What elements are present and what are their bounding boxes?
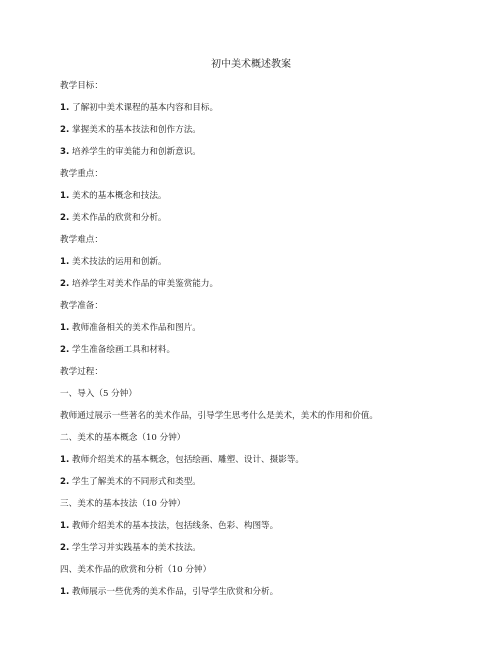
section-heading-preparation	[60, 300, 103, 312]
list-number: 2.	[60, 345, 70, 355]
line-text: 三、美术的基本技法（10 分钟）	[60, 499, 186, 509]
list-number: 2.	[60, 125, 70, 135]
line-text: 学生准备绘画工具和材料。	[71, 345, 176, 355]
list-item	[60, 322, 201, 334]
line-text: 教学过程：	[60, 367, 103, 377]
line-text: 二、美术的基本概念（10 分钟）	[60, 433, 186, 443]
list-number: 2.	[60, 477, 70, 487]
list-item	[60, 278, 218, 290]
section-heading-key-points	[60, 168, 103, 180]
line-text: 学生了解美术的不同形式和类型。	[71, 477, 201, 487]
subsection-heading	[60, 432, 185, 444]
line-text: 教学准备：	[60, 301, 103, 311]
list-item	[60, 124, 201, 136]
line-text: 教师介绍美术的基本概念，包括绘画、雕塑、设计、摄影等。	[71, 455, 305, 465]
line-text: 一、导入（5 分钟）	[60, 389, 137, 399]
list-number: 2.	[60, 213, 70, 223]
line-text: 教学难点：	[60, 235, 103, 245]
list-number: 1.	[60, 455, 70, 465]
list-number: 1.	[60, 257, 70, 267]
list-item	[60, 520, 278, 532]
subsection-heading	[60, 388, 137, 400]
line-text: 培养学生对美术作品的审美鉴赏能力。	[71, 279, 219, 289]
list-item	[60, 190, 167, 202]
line-text: 学生学习并实践基本的美术技法。	[71, 543, 201, 553]
line-text: 掌握美术的基本技法和创作方法。	[71, 125, 201, 135]
section-heading-process	[60, 366, 103, 378]
line-text: 四、美术作品的欣赏和分析（10 分钟）	[60, 565, 212, 575]
line-text: 美术技法的运用和创新。	[71, 257, 167, 267]
line-text: 美术的基本概念和技法。	[71, 191, 167, 201]
line-text: 培养学生的审美能力和创新意识。	[71, 147, 201, 157]
document-title: 初中美术概述教案	[211, 59, 291, 70]
line-text: 了解初中美术课程的基本内容和目标。	[71, 103, 219, 113]
list-number: 1.	[60, 103, 70, 113]
list-item	[60, 542, 201, 554]
line-text: 教师通过展示一些著名的美术作品，引导学生思考什么是美术，美术的作用和价值。	[60, 411, 378, 421]
line-text: 教学重点：	[60, 169, 103, 179]
list-item	[60, 102, 218, 114]
subsection-heading	[60, 564, 211, 576]
list-item	[60, 454, 304, 466]
list-number: 3.	[60, 147, 70, 157]
list-number: 1.	[60, 587, 70, 597]
list-item	[60, 344, 175, 356]
subsection-heading	[60, 498, 185, 510]
line-text: 教师展示一些优秀的美术作品，引导学生欣赏和分析。	[71, 587, 279, 597]
paragraph	[60, 410, 378, 422]
line-text: 教学目标：	[60, 81, 103, 91]
list-item	[60, 146, 201, 158]
list-number: 1.	[60, 323, 70, 333]
section-heading-objectives	[60, 80, 103, 92]
list-number: 1.	[60, 521, 70, 531]
section-heading-difficulties	[60, 234, 103, 246]
list-item	[60, 476, 201, 488]
list-item	[60, 256, 167, 268]
list-number: 2.	[60, 279, 70, 289]
list-item	[60, 586, 278, 598]
list-number: 2.	[60, 543, 70, 553]
line-text: 教师介绍美术的基本技法，包括线条、色彩、构图等。	[71, 521, 279, 531]
list-item	[60, 212, 167, 224]
line-text: 教师准备相关的美术作品和图片。	[71, 323, 201, 333]
line-text: 美术作品的欣赏和分析。	[71, 213, 167, 223]
list-number: 1.	[60, 191, 70, 201]
